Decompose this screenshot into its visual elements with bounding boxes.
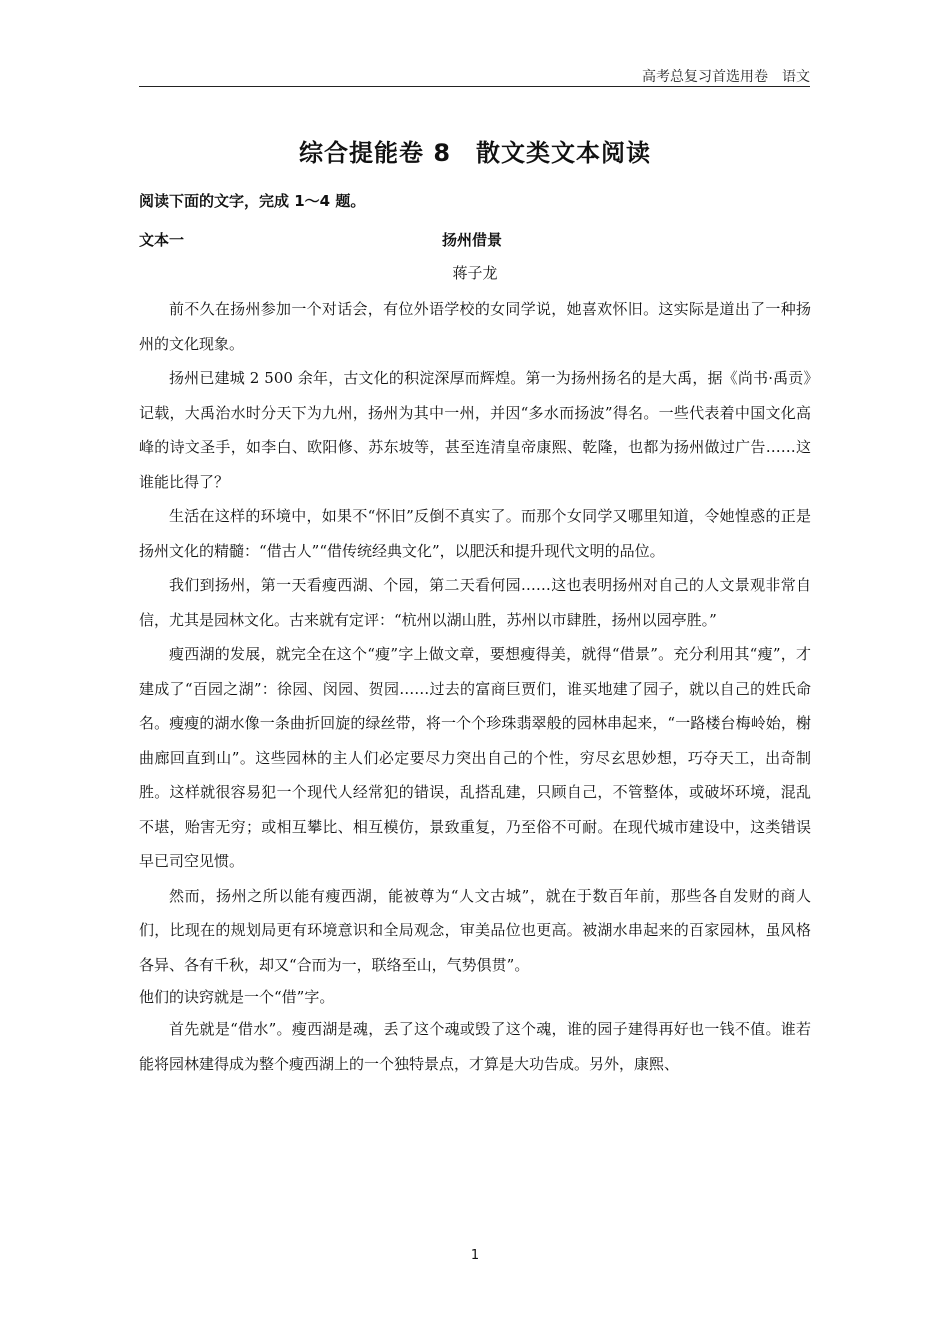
article-title: 扬州借景 (442, 231, 503, 249)
article-body (139, 292, 811, 1081)
paragraph: 首先就是“借水”。瘦西湖是魂，丢了这个魂或毁了这个魂，谁的园子建得再好也一钱不值。谁若能将园林建得成为整个瘦西湖上的一个独特景点，才算是大功告成。另外，康熙、 (139, 1020, 811, 1073)
paragraph: 前不久在扬州参加一个对话会，有位外语学校的女同学说，她喜欢怀旧。这实际是道出了一种扬州的文化现象。 (139, 300, 811, 353)
paragraph: 生活在这样的环境中，如果不“怀旧”反倒不真实了。而那个女同学又哪里知道，令她惶惑的正是扬州文化的精髓：“借古人”“借传统经典文化”，以肥沃和提升现代文明的品位。 (139, 507, 811, 560)
paragraph: 他们的诀窍就是一个“借”字。 (139, 988, 335, 1006)
page-number: 1 (470, 1248, 480, 1263)
running-header: 高考总复习首选用卷 语文 (642, 69, 810, 85)
reading-instruction: 阅读下面的文字，完成 1～4 题。 (139, 192, 366, 210)
paragraph: 然而，扬州之所以能有瘦西湖，能被尊为“人文古城”，就在于数百年前，那些各自发财的商人们，比现在的规划局更有环境意识和全局观念，审美品位也更高。被湖水串起来的百家园林，虽风格各异、各有千秋，却又“合而为一，联络至山，气势俱贯”。 (139, 886, 811, 974)
header-rule (139, 86, 810, 87)
page-title: 综合提能卷 8 散文类文本阅读 (298, 139, 652, 167)
paragraph: 我们到扬州，第一天看瘦西湖、个园，第二天看何园……这也表明扬州对自己的人文景观非常自信，尤其是园林文化。古来就有定评：“杭州以湖山胜，苏州以市肆胜，扬州以园亭胜。” (139, 576, 811, 629)
text-label: 文本一 (139, 231, 185, 249)
article-author: 蒋子龙 (452, 264, 498, 282)
paragraph: 扬州已建城 2 500 余年，古文化的积淀深厚而辉煌。第一为扬州扬名的是大禹，据《尚书·禹贡》记载，大禹治水时分天下为九州，扬州为其中一州，并因“多水而扬波”得名。一些代表着中国文化高峰的诗文圣手，如李白、欧阳修、苏东坡等，甚至连清皇帝康熙、乾隆，也都为扬州做过广告……这谁能比得了？ (139, 369, 811, 491)
paragraph: 瘦西湖的发展，就完全在这个“瘦”字上做文章，要想瘦得美，就得“借景”。充分利用其“瘦”，才建成了“百园之湖”：徐园、闵园、贺园……过去的富商巨贾们，谁买地建了园子，就以自己的姓氏命名。瘦瘦的湖水像一条曲折回旋的绿丝带，将一个个珍珠翡翠般的园林串起来，“一路楼台梅岭始，榭曲廊回直到山”。这些园林的主人们必定要尽力突出自己的个性，穷尽玄思妙想，巧夺天工，出奇制胜。这样就很容易犯一个现代人经常犯的错误，乱搭乱建，只顾自己，不管整体，或破坏环境，混乱不堪，贻害无穷；或相互攀比、相互模仿，景致重复，乃至俗不可耐。在现代城市建设中，这类错误早已司空见惯。 (139, 645, 811, 870)
